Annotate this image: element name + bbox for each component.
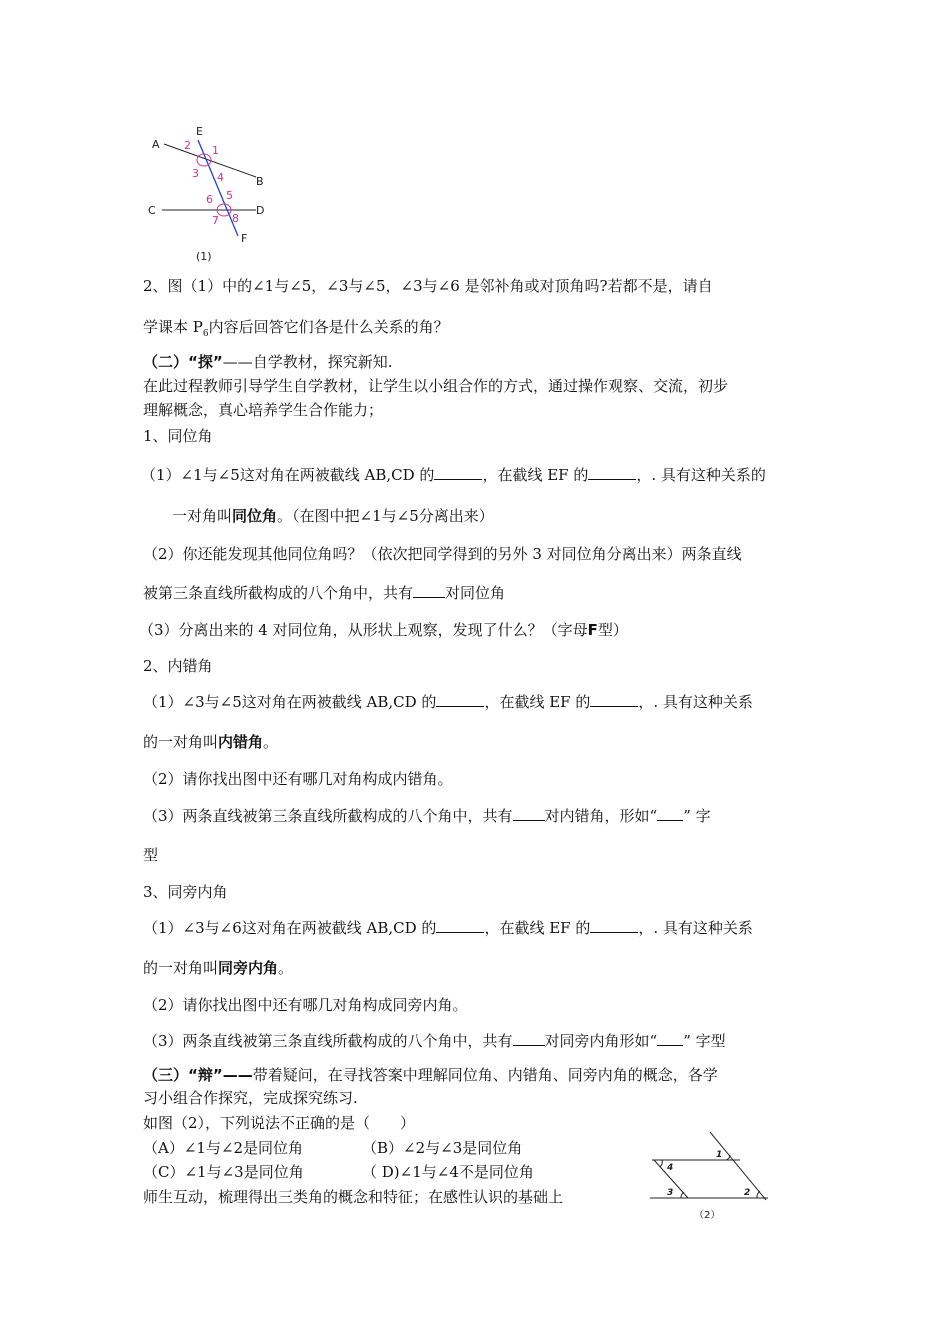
angle-arc-1 (726, 1155, 730, 1160)
angle-label-4: 4 (667, 1163, 674, 1173)
section-3-line-2: 习小组合作探究，完成探究练习. (143, 1089, 358, 1107)
tongwei-heading: 1、同位角 (143, 427, 213, 445)
angle-label-3: 3 (192, 167, 199, 180)
angle-label-2: 2 (184, 139, 191, 152)
angle-label-1: 1 (212, 144, 219, 157)
summary-text: 师生互动，梳理得出三类角的概念和特征；在感性认识的基础上 (143, 1188, 564, 1206)
tongpang-p1-cont: 的一对角叫同旁内角。 (143, 959, 294, 977)
blank-field[interactable] (513, 1031, 545, 1046)
angle-label-8: 8 (232, 212, 239, 225)
neicuo-p1: （1）∠3与∠5这对角在两被截线 AB,CD 的 ，在截线 EF 的 ，. 具有这种关系 (143, 693, 753, 711)
figure-2 (640, 1128, 780, 1224)
angle-label-3: 3 (667, 1188, 674, 1198)
blank-field[interactable] (657, 1031, 683, 1046)
tongpang-p3: （3）两条直线被第三条直线所截构成的八个角中，共有 对同旁内角形如“ ” 字型 (143, 1032, 726, 1050)
blank-field[interactable] (436, 692, 484, 707)
angle-label-7: 7 (212, 214, 219, 227)
angle-arc-3 (681, 1192, 684, 1198)
tongwei-p2: （2）你还能发现其他同位角吗？（依次把同学得到的另外 3 对同位角分离出来）两条直线 (143, 545, 742, 563)
right-transversal (710, 1132, 766, 1200)
figure-1 (140, 120, 280, 270)
tongwei-p3: （3）分离出来的 4 对同位角，从形状上观察，发现了什么？（字母F型） (139, 621, 628, 639)
tongwei-p1: （1）∠1与∠5这对角在两被截线 AB,CD 的 ，在截线 EF 的 ，. 具有这种关系的 (141, 466, 766, 484)
blank-field[interactable] (590, 692, 638, 707)
angle-arc-2 (757, 1191, 760, 1198)
tongpang-p1: （1）∠3与∠6这对角在两被截线 AB,CD 的 ，在截线 EF 的 ，. 具有这种关系 (143, 919, 753, 937)
figure-1-caption: (1) (196, 250, 212, 263)
section-2-title: （二）“探”——自学教材，探究新知. (143, 353, 393, 371)
line-ab (164, 144, 256, 177)
option-b: （B）∠2与∠3是同位角 (362, 1139, 523, 1157)
tongpang-heading: 3、同旁内角 (143, 883, 228, 901)
angle-label-4: 4 (217, 171, 224, 184)
blank-field[interactable] (436, 918, 484, 933)
neicuo-p2: （2）请你找出图中还有哪几对角构成内错角。 (143, 770, 453, 788)
option-c: （C）∠1与∠3是同位角 (143, 1163, 304, 1181)
angle-label-6: 6 (206, 193, 213, 206)
q2-line-2: 学课本 $P_6$内容后回答它们各是什么关系的角？ (143, 318, 449, 339)
blank-field[interactable] (657, 806, 683, 821)
tongwei-p2-cont: 被第三条直线所截构成的八个角中，共有 对同位角 (143, 584, 506, 602)
tongwei-p1-cont: 一对角叫同位角。（在图中把∠1与∠5分离出来） (172, 507, 494, 525)
angle-label-1: 1 (716, 1150, 723, 1160)
neicuo-heading: 2、内错角 (143, 657, 213, 675)
blank-field[interactable] (513, 806, 545, 821)
figure-2-caption: （2） (694, 1210, 721, 1221)
point-label-f: F (241, 232, 248, 245)
section-2-intro-1: 在此过程教师引导学生自学教材，让学生以小组合作的方式，通过操作观察、交流，初步 (143, 377, 729, 395)
neicuo-p3-cont: 型 (143, 846, 159, 864)
angle-label-5: 5 (226, 189, 233, 202)
exercise-question: 如图（2），下列说法不正确的是（ ） (143, 1114, 416, 1132)
section-3-title: （三）“辩”——带着疑问，在寻找答案中理解同位角、内错角、同旁内角的概念，各学 (143, 1066, 718, 1084)
blank-field[interactable] (588, 465, 636, 480)
blank-field[interactable] (434, 465, 482, 480)
tongpang-p2: （2）请你找出图中还有哪几对角构成同旁内角。 (143, 996, 468, 1014)
option-d: （ D)∠1与∠4不是同位角 (362, 1163, 534, 1181)
blank-field[interactable] (413, 583, 445, 598)
neicuo-p1-cont: 的一对角叫内错角。 (143, 733, 279, 751)
section-2-intro-2: 理解概念，真心培养学生合作能力； (143, 401, 384, 419)
point-label-a: A (152, 138, 160, 151)
angle-arc-4 (660, 1160, 662, 1167)
point-label-b: B (256, 175, 264, 188)
blank-field[interactable] (590, 918, 638, 933)
q2-line-1: 2、图（1）中的∠1与∠5，∠3与∠5，∠3与∠6 是邻补角或对顶角吗?若都不是，请自 (143, 277, 713, 295)
neicuo-p3: （3）两条直线被第三条直线所截构成的八个角中，共有 对内错角，形如“ ” 字 (143, 807, 711, 825)
angle-label-2: 2 (744, 1188, 751, 1198)
point-label-c: C (148, 204, 156, 217)
option-a: （A）∠1与∠2是同位角 (143, 1139, 304, 1157)
point-label-d: D (256, 204, 265, 217)
point-label-e: E (196, 125, 203, 138)
